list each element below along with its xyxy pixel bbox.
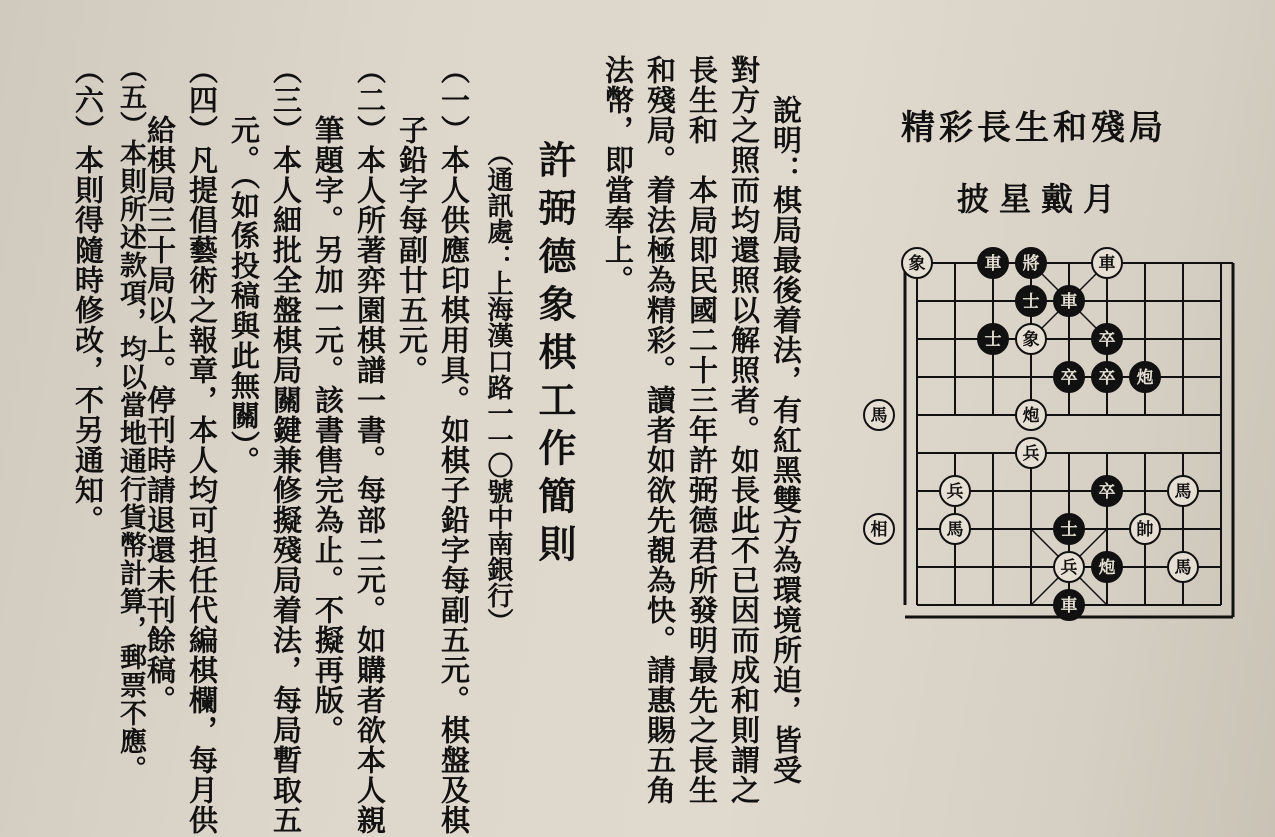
piece-label: 士 [1022, 292, 1040, 312]
explanation-line-4: 和殘局。着法極為精彩。讀者如欲先覩為快。請惠賜五角 [643, 55, 677, 805]
rule-4-line-1: （四）凡提倡藝術之報章，本人均可担任代編棋欄，每月供 [185, 55, 219, 835]
xiangqi-piece [1130, 362, 1160, 392]
piece-label: 炮 [1136, 368, 1154, 388]
xiangqi-piece [864, 514, 894, 544]
explanation-line-2: 對方之照而均還照以解照者。如長此不已因而成和則謂之 [727, 55, 761, 805]
piece-label: 帥 [1136, 520, 1154, 540]
piece-label: 馬 [1174, 558, 1192, 578]
piece-label: 相 [870, 520, 888, 540]
xiangqi-piece [978, 324, 1008, 354]
rule-1-line-2: 子鉛字每副廿五元。 [395, 55, 429, 385]
piece-label: 炮 [1098, 558, 1116, 578]
rule-5: （五）本則所述款項，均以當地通行貨幣計算，郵票不應。 [115, 55, 146, 783]
xiangqi-board-diagram [862, 245, 1242, 625]
xiangqi-piece [1016, 324, 1046, 354]
piece-label: 兵 [1022, 444, 1040, 464]
xiangqi-piece [940, 476, 970, 506]
xiangqi-piece [1092, 324, 1122, 354]
rule-3-line-2: 元。（如係投稿與此無關）。 [227, 55, 261, 476]
xiangqi-piece [978, 248, 1008, 278]
xiangqi-piece [1168, 552, 1198, 582]
piece-label: 士 [1060, 520, 1078, 540]
xiangqi-piece [864, 400, 894, 430]
xiangqi-piece [1092, 552, 1122, 582]
piece-label: 馬 [870, 406, 888, 426]
piece-label: 象 [1022, 330, 1040, 350]
piece-label: 車 [1098, 254, 1116, 274]
rules-title: 許弼德象棋工作簡則 [532, 140, 577, 572]
xiangqi-piece [1054, 552, 1084, 582]
piece-label: 車 [1060, 292, 1078, 312]
xiangqi-piece [902, 248, 932, 278]
piece-label: 馬 [1174, 482, 1192, 502]
piece-label: 卒 [1098, 368, 1116, 388]
puzzle-author: 披星戴月 [956, 180, 1125, 218]
xiangqi-piece [1092, 362, 1122, 392]
xiangqi-piece [1016, 400, 1046, 430]
xiangqi-piece [1130, 514, 1160, 544]
piece-label: 象 [908, 254, 926, 274]
piece-label: 馬 [946, 520, 964, 540]
xiangqi-piece [1016, 286, 1046, 316]
xiangqi-piece [1054, 590, 1084, 620]
xiangqi-piece [1016, 248, 1046, 278]
rule-3-line-1: （三）本人細批全盤棋局關鍵兼修擬殘局着法，每局暫取五 [269, 55, 303, 835]
rule-6: （六）本則得隨時修改，不另通知。 [71, 55, 105, 535]
rule-1-line-1: （一）本人供應印棋用具。如棋子鉛字每副五元。棋盤及棋 [437, 55, 471, 835]
piece-label: 車 [1060, 596, 1078, 616]
explanation-line-5: 法幣，即當奉上。 [601, 55, 635, 295]
xiangqi-piece [1016, 438, 1046, 468]
piece-label: 卒 [1060, 368, 1078, 388]
xiangqi-piece [1054, 514, 1084, 544]
piece-label: 車 [984, 254, 1002, 274]
xiangqi-piece [1054, 362, 1084, 392]
xiangqi-piece [940, 514, 970, 544]
rules-address: （通訊處：上海漢口路一一〇號中南銀行） [483, 140, 513, 634]
explanation-line-1: 說明：棋局最後着法，有紅黑雙方為環境所迫，皆受 [769, 95, 803, 785]
piece-label: 將 [1022, 254, 1040, 274]
piece-label: 卒 [1098, 482, 1116, 502]
xiangqi-piece [1168, 476, 1198, 506]
puzzle-title: 精彩長生和殘局 [901, 108, 1167, 148]
xiangqi-piece [1092, 248, 1122, 278]
piece-label: 兵 [1060, 558, 1078, 578]
piece-label: 卒 [1098, 330, 1116, 350]
rule-2-line-1: （二）本人所著弈園棋譜一書。每部二元。如購者欲本人親 [353, 55, 387, 835]
piece-label: 士 [984, 330, 1002, 350]
piece-label: 兵 [946, 482, 964, 502]
rule-2-line-2: 筆題字。另加一元。該書售完為止。不擬再版。 [311, 55, 345, 745]
xiangqi-piece [1092, 476, 1122, 506]
rule-4-line-2: 給棋局三十局以上。停刊時請退還未刊餘稿。 [143, 55, 177, 715]
piece-label: 炮 [1022, 406, 1040, 426]
explanation-line-3: 長生和 本局即民國二十三年許弼德君所發明最先之長生 [685, 55, 719, 805]
xiangqi-piece [1054, 286, 1084, 316]
